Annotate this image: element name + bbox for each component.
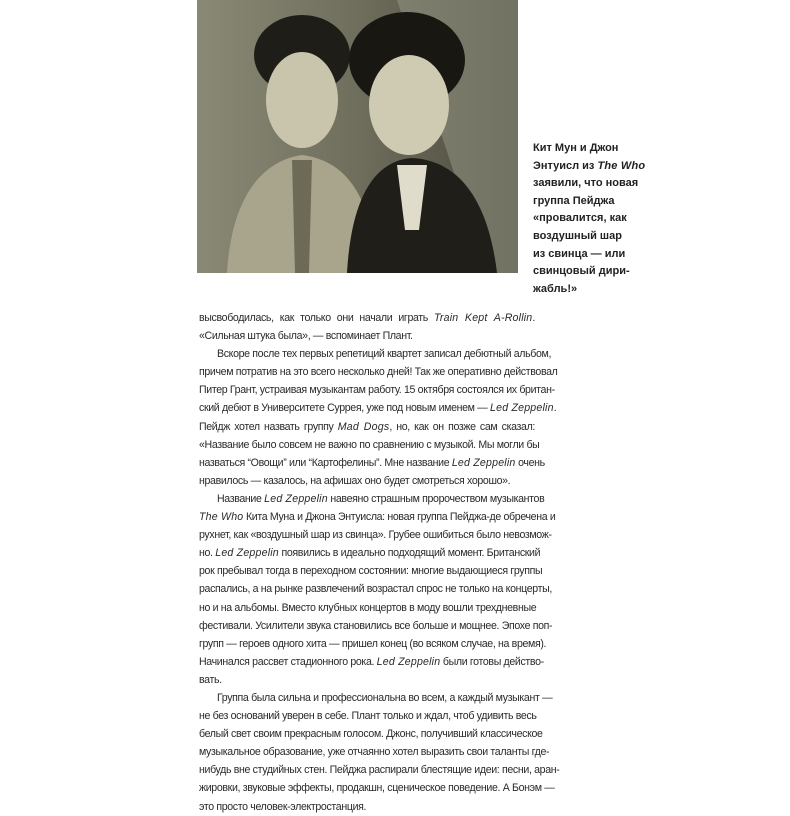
body-line [199,779,555,797]
italic-name: Led Zeppelin [264,492,328,505]
text-span: распались, а на рынке развлечений возрастал спрос не только на концерты, [199,583,552,596]
body-line [199,363,558,381]
text-span: Начинался рассвет стадионного рока. [199,655,377,668]
caption-line: заявили, что новая [533,177,639,190]
text-span: ский дебют в Университете Суррея, уже под новым именем — [199,402,491,415]
body-line [199,309,535,327]
text-span: нибудь вне студийных стен. Пейджа распирали блестящие идеи: песни, аран- [199,764,560,777]
text-span: не без оснований уверен в себе. Плант только и ждал, чтоб удивить весь [199,710,537,723]
italic-name: Led Zeppelin [490,402,554,415]
text-span: но. [199,547,216,560]
caption-line: Кит Мун и Джон [533,142,619,154]
caption-line: жабль!» [533,282,578,295]
text-span: жировки, звуковые эффекты, продакшн, сценическое поведение. А Бонэм — [199,782,555,795]
body-text [199,309,560,816]
body-line [199,599,535,617]
italic-name: Train Kept A-Rollin [434,312,533,324]
caption-line: Энтуисл из The Who [533,159,646,172]
text-span: «Название было совсем не важно по сравнению с музыкой. Мы могли бы [199,438,540,451]
text-span: белый свет своим прекрасным голосом. Джонс, получивший классическое [199,728,543,741]
body-line [199,472,535,490]
italic-name: The Who [199,511,244,524]
text-span: рухнет, как «воздушный шар из свинца». Грубее ошибиться было невозмож- [199,529,552,542]
body-line [199,327,535,345]
body-line [199,526,552,544]
body-line [199,689,553,707]
body-line [199,418,535,436]
text-span: групп — героев одного хита — пришел конец (во всяком случае, на время). [199,637,547,650]
text-span: Вскоре после тех первых репетиций квартет записал дебютный альбом, [217,348,552,361]
text-span: появились в идеально подходящий момент. Британский [278,547,541,560]
italic-name: Led Zeppelin [376,655,441,668]
photo [197,0,518,273]
text-span: Пейдж хотел назвать группу [199,420,338,433]
body-line [199,635,547,653]
caption-line: воздушный шар [533,229,622,242]
body-line [199,454,545,472]
text-span: высвободилась, как только они начали играть [199,312,434,324]
body-line [199,707,535,725]
body-line [199,436,540,454]
body-line [199,617,553,635]
body-line [199,381,555,399]
italic-name: Mad Dogs [337,420,390,433]
text-span: . [532,312,535,324]
text-span: очень [515,456,545,469]
body-line [199,345,552,363]
photo-caption [533,140,653,298]
caption-line: группа Пейджа [533,194,615,207]
text-span: Кита Муна и Джона Энтуисла: новая группа Пейджа-де обречена и [243,511,556,524]
body-line [199,399,557,417]
caption-band-name: The Who [597,159,646,172]
text-span: вать. [199,673,222,686]
body-line [199,743,550,761]
body-line [199,725,543,743]
italic-name: Led Zeppelin [451,456,516,469]
body-line [199,544,541,562]
text-span: но и на альбомы. Вместо клубных концертов в моду вошли трехдневные [199,601,537,614]
caption-line: «провалится, как [533,212,627,225]
text-span: это просто человек-электростанция. [199,800,367,813]
text-span: Название [217,492,265,505]
body-line [199,798,535,816]
text-span: навеяно страшным пророчеством музыкантов [327,492,545,505]
text-span: «Сильная штука была», — вспоминает Плант. [199,330,413,343]
text-span: фестивали. Усилители звука становились все больше и мощнее. Эпохе поп- [199,619,553,632]
text-span: , но, как он позже сам сказал: [389,420,535,433]
text-span: Питер Грант, устраивая музыкантам работу. 15 октября состоялся их британ- [199,384,555,397]
body-line [199,562,543,580]
text-span: . [553,402,557,415]
caption-line: свинцовый дири- [533,265,630,278]
body-line [199,671,535,689]
caption-line: из свинца — или [533,247,626,260]
body-line [199,653,544,671]
text-span: нравилось — казалось, на афишах оно будет смотреться хорошо». [199,474,511,487]
body-line [199,490,545,508]
text-span: рок пребывал тогда в переходном состоянии: многие выдающиеся группы [199,565,543,578]
body-line [199,508,556,526]
text-span: были готовы действо- [440,655,544,668]
text-span: Группа была сильна и профессиональна во всем, а каждый музыкант — [217,691,553,704]
text-span: музыкальное образование, уже отчаянно хотел выразить свои таланты где- [199,746,550,759]
italic-name: Led Zeppelin [215,547,279,560]
body-line [199,580,552,598]
body-line [199,761,560,779]
text-span: причем потратив на это всего несколько дней! Так же оперативно действовал [199,366,558,379]
text-span: назваться “Овощи” или “Картофелины”. Мне название [199,456,452,469]
